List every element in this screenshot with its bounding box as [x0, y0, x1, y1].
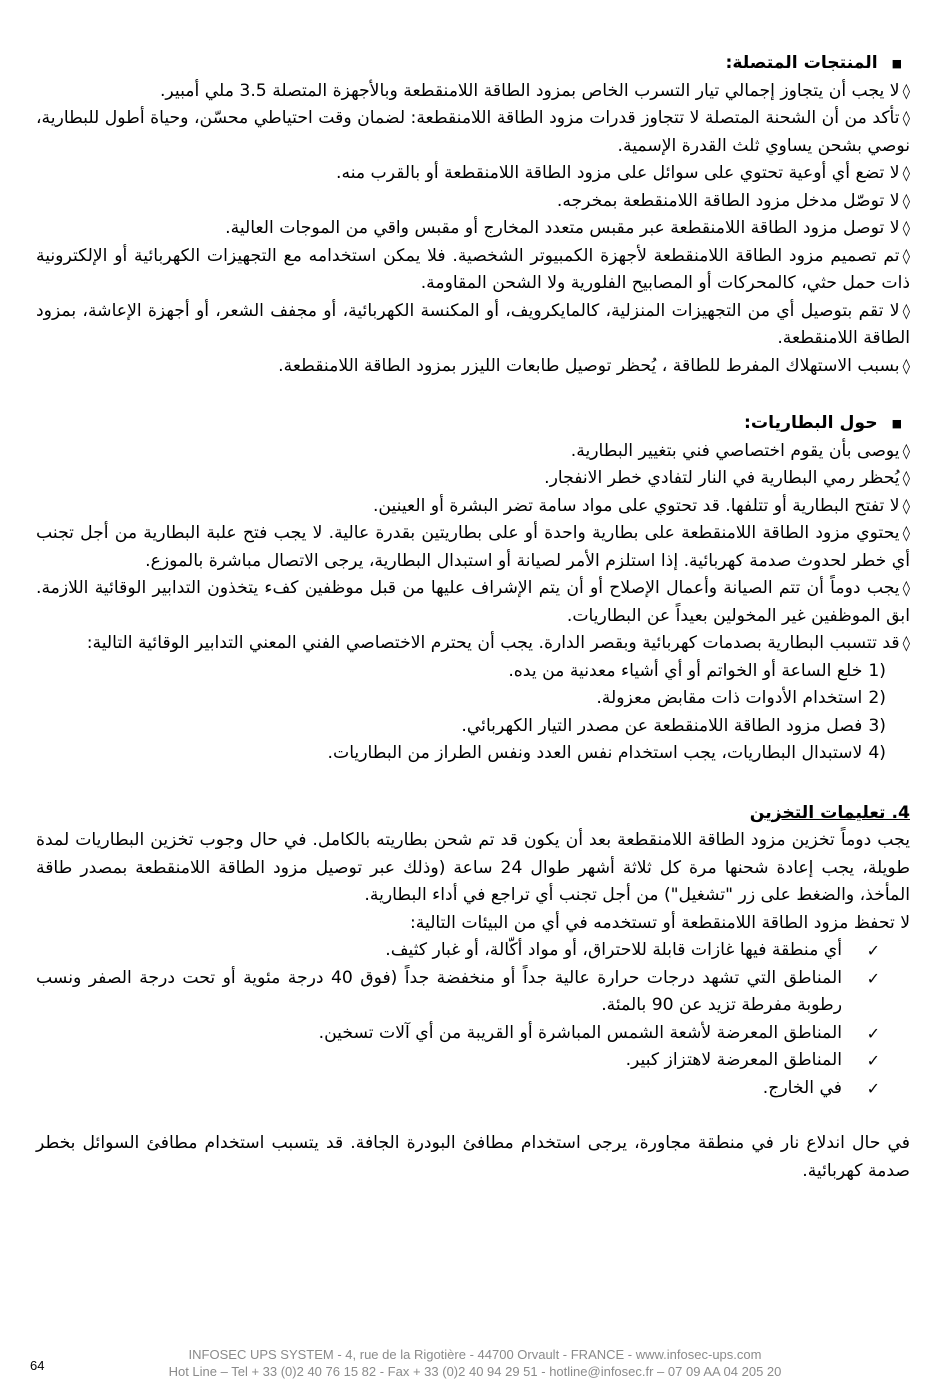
diamond-bullet-icon: ◊ [902, 524, 910, 542]
battery-item: ◊يحتوي مزود الطاقة اللامنقطعة على بطارية واحدة أو على بطاريتين بقدرة عالية. لا يجب فتح علبة البطارية من أجل تجنب أي خطر لحدوث صدمة كهربائية. إذا استلزم الأمر لصيانة أو استبدال البطارية، يرجى الاتصال مباشرة بالموزع. [36, 523, 910, 571]
square-bullet-icon: ■ [891, 57, 902, 70]
list-item: ✓ في الخارج. [36, 1075, 880, 1103]
checkmark-icon: ✓ [866, 968, 880, 988]
battery-items [36, 438, 910, 658]
document-body [36, 50, 910, 1185]
diamond-bullet-icon: ◊ [902, 109, 910, 127]
diamond-bullet-icon: ◊ [902, 219, 910, 237]
connected-item: ◊لا توصل مزود الطاقة اللامنقطعة عبر مقبس متعدد المخارج أو مقبس واقي من الموجات العالية. [225, 218, 910, 238]
page-number: 64 [30, 1358, 45, 1373]
connected-item: ◊لا تقم بتوصيل أي من التجهيزات المنزلية، كالمايكرويف، أو المكنسة الكهربائية، أو مجفف الشعر، أو أجهزة الإعاشة، بمزود الطاقة اللامنقطعة. [36, 300, 910, 348]
list-item: 1) خلع الساعة أو الخواتم أو أي أشياء معدنية من يده. [508, 660, 886, 681]
connected-item: ◊لا يجب أن يتجاوز إجمالي تيار التسرب الخاص بمزود الطاقة اللامنقطعة وبالأجهزة المتصلة 3.5 ملي أمبير. [159, 80, 910, 101]
storage-environments-intro: لا تحفظ مزود الطاقة اللامنقطعة أو تستخدمه في أي من البيئات التالية: [410, 912, 910, 933]
footer-contact: Hot Line – Tel + 33 (0)2 40 76 15 82 - Fax + 33 (0)2 40 94 29 51 - hotline@infosec.fr – 07 09 AA 04 205 20 [168, 1364, 782, 1379]
diamond-bullet-icon: ◊ [902, 301, 910, 320]
storage-environments-list [36, 937, 910, 1102]
connected-heading-text: المنتجات المتصلة: [725, 53, 878, 73]
connected-item: ◊تأكد من أن الشحنة المتصلة لا تتجاوز قدرات مزود الطاقة اللامنقطعة: لضمان وقت احتياطي محسّن، وحياة أطول للبطارية، نوصي بشحن يساوي ثلث القدرة الإسمية. [36, 108, 910, 156]
list-item: ✓ أي منطقة فيها غازات قابلة للاحتراق، أو مواد أكّالة، أو غبار كثيف. [36, 937, 880, 965]
diamond-bullet-icon: ◊ [902, 579, 910, 597]
checkmark-icon: ✓ [866, 1078, 880, 1098]
checkmark-icon: ✓ [866, 1051, 880, 1070]
storage-paragraph: يجب دوماً تخزين مزود الطاقة اللامنقطعة بعد أن يكون قد تم شحن بطاريته بالكامل. في حال وجوب تخزين البطاريات لمدة طويلة، يجب إعادة شحنها مرة كل ثلاثة أشهر طوال 24 ساعة (وذلك عبر توصيل مزود الطاقة اللامنقطعة بمصدر طاقة المأخذ، والضغط على زر "تشغيل") من أجل تجنب أي تراجع في أداء البطارية. [36, 830, 910, 905]
diamond-bullet-icon: ◊ [902, 441, 910, 460]
battery-item: ◊قد تتسبب البطارية بصدمات كهربائية وبقصر الدارة. يجب أن يحترم الاختصاصي الفني المعني التدابير الوقائية التالية: [86, 633, 910, 653]
connected-item: ◊لا تضع أي أوعية تحتوي على سوائل على مزود الطاقة اللامنقطعة أو بالقرب منه. [336, 163, 910, 183]
connected-item: ◊تم تصميم مزود الطاقة اللامنقطعة لأجهزة الكمبيوتر الشخصية. فلا يمكن استخدامه مع التجهيزات الكهربائية أو الإلكترونية ذات حمل حثي، كالمحركات أو المصابيح الفلورية ولا الشحن المقاومة. [36, 245, 910, 293]
battery-item: ◊يُحظر رمي البطارية في النار لتفادي خطر الانفجار. [544, 468, 910, 488]
connected-item: ◊بسبب الاستهلاك المفرط للطاقة ، يُحظر توصيل طابعات الليزر بمزود الطاقة اللامنقطعة. [278, 355, 910, 376]
diamond-bullet-icon: ◊ [902, 191, 910, 210]
storage-heading: 4. تعليمات التخزين [749, 802, 910, 823]
checkmark-icon: ✓ [866, 1023, 880, 1043]
list-item: 3) فصل مزود الطاقة اللامنقطعة عن مصدر التيار الكهربائي. [461, 715, 886, 736]
section-connected-heading [36, 50, 910, 78]
footer [0, 1346, 950, 1380]
batteries-heading-text: حول البطاريات: [744, 413, 878, 433]
list-item: ✓ المناطق المعرضة لاهتزاز كبير. [36, 1047, 880, 1075]
battery-precautions-list [36, 658, 910, 768]
diamond-bullet-icon: ◊ [902, 469, 910, 487]
diamond-bullet-icon: ◊ [902, 246, 910, 265]
footer-address: INFOSEC UPS SYSTEM - 4, rue de la Rigotière - 44700 Orvault - FRANCE - www.infosec-ups.com [188, 1347, 762, 1362]
list-item: 4) لاستبدال البطاريات، يجب استخدام نفس العدد ونفس الطراز من البطاريات. [327, 743, 886, 763]
diamond-bullet-icon: ◊ [902, 164, 910, 182]
diamond-bullet-icon: ◊ [902, 356, 910, 375]
battery-item: ◊يوصى بأن يقوم اختصاصي فني بتغيير البطارية. [570, 440, 910, 461]
list-item: ✓ المناطق التي تشهد درجات حرارة عالية جداً أو منخفضة جداً (فوق 40 درجة مئوية أو تحت درجة الصفر ونسب رطوبة مفرطة تزيد عن 90 بالمئة. [36, 965, 880, 1020]
checkmark-icon: ✓ [866, 941, 880, 960]
diamond-bullet-icon: ◊ [902, 81, 910, 100]
diamond-bullet-icon: ◊ [902, 496, 910, 515]
battery-item: ◊لا تفتح البطارية أو تتلفها. قد تحتوي على مواد سامة تضر البشرة أو العينين. [372, 495, 910, 516]
list-item: 2) استخدام الأدوات ذات مقابض معزولة. [596, 688, 886, 708]
fire-paragraph: في حال اندلاع نار في منطقة مجاورة، يرجى استخدام مطافئ البودرة الجافة. قد يتسبب استخدام مطافئ السوائل بخطر صدمة كهربائية. [36, 1133, 910, 1181]
battery-item: ◊يجب دوماً أن تتم الصيانة وأعمال الإصلاح أو أن يتم الإشراف عليها من قبل موظفين كفء يتخذون التدابير الوقائية اللازمة. ابق الموظفين غير المخولين بعيداً عن البطاريات. [36, 578, 910, 626]
connected-item: ◊لا توصّل مدخل مزود الطاقة اللامنقطعة بمخرجه. [556, 190, 910, 211]
square-bullet-icon: ■ [891, 417, 902, 430]
list-item: ✓ المناطق المعرضة لأشعة الشمس المباشرة أو القريبة من أي آلات تسخين. [36, 1020, 880, 1048]
diamond-bullet-icon: ◊ [902, 634, 910, 652]
section-batteries-heading [36, 410, 910, 438]
connected-items [36, 78, 910, 381]
